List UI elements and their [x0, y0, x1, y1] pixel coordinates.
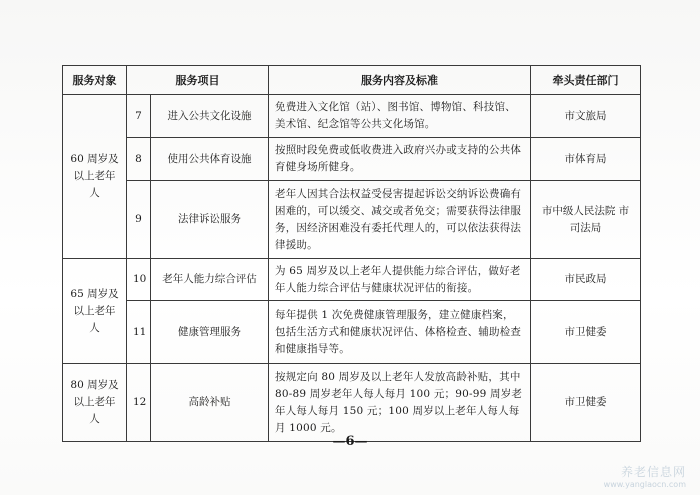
header-item: 服务项目	[127, 66, 269, 95]
target-group-60: 60 周岁及以上老年人	[63, 95, 127, 259]
row-number: 10	[127, 259, 151, 301]
table-row	[63, 181, 641, 259]
row-number: 9	[127, 181, 151, 259]
responsible-dept: 市民政局	[531, 259, 641, 301]
responsible-dept: 市中级人民法院 市司法局	[531, 181, 641, 259]
table-row	[63, 95, 641, 138]
header-target: 服务对象	[63, 66, 127, 95]
responsible-dept: 市卫健委	[531, 364, 641, 442]
responsible-dept: 市文旅局	[531, 95, 641, 138]
table-row	[63, 301, 641, 364]
header-content: 服务内容及标准	[269, 66, 531, 95]
service-content: 免费进入文化馆（站）、图书馆、博物馆、科技馆、美术馆、纪念馆等公共文化场馆。	[269, 95, 531, 138]
service-content: 老年人因其合法权益受侵害提起诉讼交纳诉讼费确有困难的，可以缓交、减交或者免交；需要获得法律服务，因经济困难没有委托代理人的，可以依法获得法律援助。	[269, 181, 531, 259]
watermark-url: www.yanglaocn.com	[603, 480, 686, 489]
responsible-dept: 市体育局	[531, 138, 641, 181]
service-content: 按照时段免费或低收费进入政府兴办或支持的公共体育健身场所健身。	[269, 138, 531, 181]
target-group-65: 65 周岁及以上老年人	[63, 259, 127, 364]
page-number: —6—	[332, 434, 368, 449]
row-number: 12	[127, 364, 151, 442]
service-item: 进入公共文化设施	[151, 95, 269, 138]
watermark-text: 养老信息网	[620, 465, 686, 479]
services-table	[62, 65, 641, 442]
service-item: 使用公共体育设施	[151, 138, 269, 181]
site-watermark	[604, 463, 686, 489]
target-group-80: 80 周岁及以上老年人	[63, 364, 127, 442]
service-item: 健康管理服务	[151, 301, 269, 364]
row-number: 11	[127, 301, 151, 364]
table-header-row	[63, 66, 641, 95]
table-row	[63, 364, 641, 442]
row-number: 8	[127, 138, 151, 181]
table-row	[63, 138, 641, 181]
responsible-dept: 市卫健委	[531, 301, 641, 364]
service-content: 为 65 周岁及以上老年人提供能力综合评估，做好老年人能力综合评估与健康状况评估的衔接。	[269, 259, 531, 301]
service-content: 每年提供 1 次免费健康管理服务，建立健康档案，包括生活方式和健康状况评估、体格检查、辅助检查和健康指导等。	[269, 301, 531, 364]
row-number: 7	[127, 95, 151, 138]
table-row	[63, 259, 641, 301]
service-item: 老年人能力综合评估	[151, 259, 269, 301]
service-item: 法律诉讼服务	[151, 181, 269, 259]
service-item: 高龄补贴	[151, 364, 269, 442]
service-content: 按规定向 80 周岁及以上老年人发放高龄补贴，其中 80-89 周岁老年人每人每月 100 元；90-99 周岁老年人每人每月 150 元；100 周岁以上老年人每人每月 1000 元。	[269, 364, 531, 442]
header-dept: 牵头责任部门	[531, 66, 641, 95]
